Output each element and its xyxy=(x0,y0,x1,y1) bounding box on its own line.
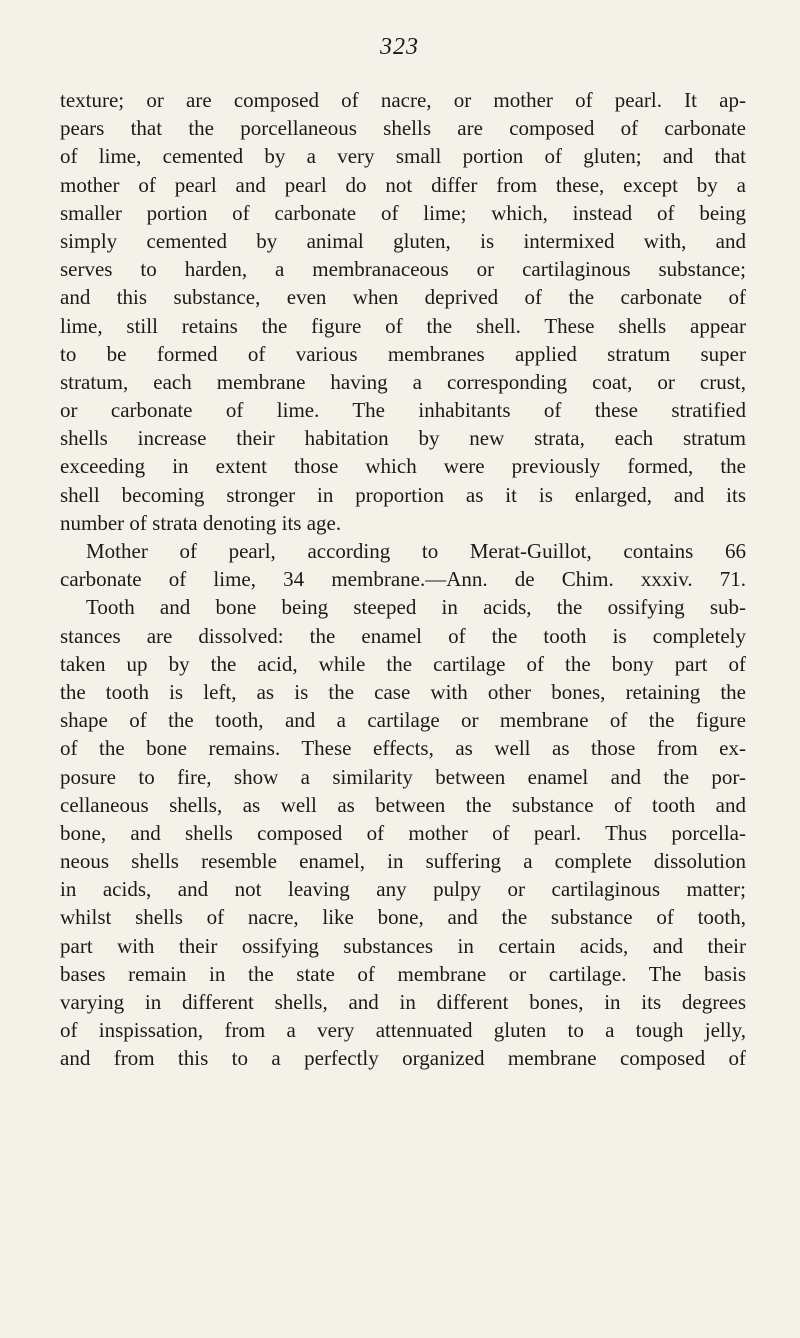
text-line: of lime, cemented by a very small portion of gluten; and that xyxy=(60,144,746,169)
text-line: taken up by the acid, while the cartilage of the bony part of xyxy=(60,651,746,676)
text-line: lime, still retains the figure of the shell. These shells appear xyxy=(60,313,746,338)
text-line: cellaneous shells, as well as between the substance of tooth and xyxy=(60,792,746,817)
text-line: Tooth and bone being steeped in acids, the ossifying sub- xyxy=(86,595,746,620)
text-line: neous shells resemble enamel, in suffering a complete dissolution xyxy=(60,849,746,874)
text-line: of inspissation, from a very attennuated gluten to a tough jelly, xyxy=(60,1018,746,1043)
text-line: varying in different shells, and in different bones, in its degrees xyxy=(60,990,746,1014)
text-line: simply cemented by animal gluten, is intermixed with, and xyxy=(60,228,746,253)
text-line: whilst shells of nacre, like bone, and the substance of tooth, xyxy=(60,905,746,930)
text-line: stratum, each membrane having a corresponding coat, or crust, xyxy=(60,369,746,394)
body-text xyxy=(60,86,746,1073)
text-line: to be formed of various membranes applied stratum super xyxy=(60,341,746,366)
text-line: Mother of pearl, according to Merat-Guillot, contains 66 xyxy=(86,539,746,563)
page-number: 323 xyxy=(380,34,419,60)
text-line: exceeding in extent those which were previously formed, the xyxy=(60,454,746,479)
text-line: shells increase their habitation by new strata, each stratum xyxy=(60,426,746,451)
text-line: mother of pearl and pearl do not differ from these, except by a xyxy=(60,172,746,197)
text-line: and this substance, even when deprived of the carbonate of xyxy=(60,285,746,310)
text-line: in acids, and not leaving any pulpy or cartilaginous matter; xyxy=(60,877,746,902)
text-line: stances are dissolved: the enamel of the tooth is completely xyxy=(60,623,746,648)
text-line: posure to fire, show a similarity between enamel and the por- xyxy=(60,764,746,789)
text-line: part with their ossifying substances in certain acids, and their xyxy=(60,933,746,958)
text-line: bone, and shells composed of mother of pearl. Thus porcella- xyxy=(60,820,746,845)
text-line: pears that the porcellaneous shells are composed of carbonate xyxy=(60,116,746,141)
text-line: texture; or are composed of nacre, or mother of pearl. It ap- xyxy=(60,88,746,112)
text-line: the tooth is left, as is the case with other bones, retaining the xyxy=(60,679,746,704)
text-line: or carbonate of lime. The inhabitants of these stratified xyxy=(60,398,746,423)
text-line: shape of the tooth, and a cartilage or membrane of the figure xyxy=(60,708,746,733)
text-line: and from this to a perfectly organized membrane composed of xyxy=(60,1046,746,1071)
text-line: of the bone remains. These effects, as well as those from ex- xyxy=(60,736,746,761)
text-line: number of strata denoting its age. xyxy=(60,510,342,535)
text-line: carbonate of lime, 34 membrane.—Ann. de Chim. xxxiv. 71. xyxy=(60,567,746,592)
text-line: serves to harden, a membranaceous or cartilaginous substance; xyxy=(60,257,746,282)
text-line: smaller portion of carbonate of lime; which, instead of being xyxy=(60,200,746,225)
text-line: shell becoming stronger in proportion as it is enlarged, and its xyxy=(60,482,746,507)
text-line: bases remain in the state of membrane or cartilage. The basis xyxy=(60,961,746,986)
